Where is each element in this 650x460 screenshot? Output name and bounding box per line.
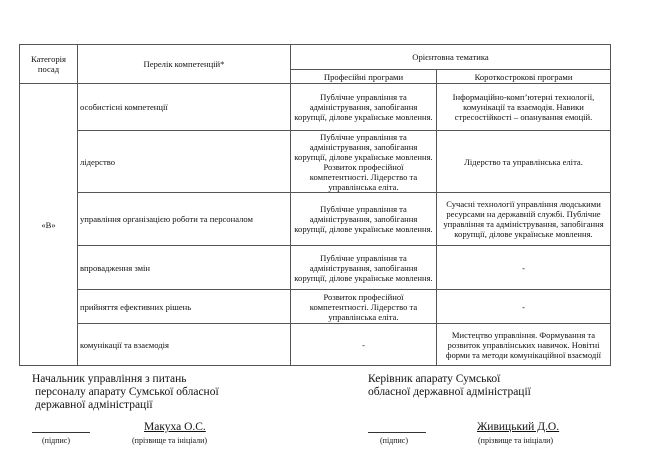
left-signature-line [32,432,90,433]
short-term-cell: - [437,246,611,290]
competency-cell: особистісні компетенції [78,84,291,131]
professional-cell: Публічне управління та адміністрування, запобігання корупції, ділове українське мовлення. [291,246,437,290]
professional-cell: Публічне управління та адміністрування, запобігання корупції, ділове українське мовлення. [291,193,437,246]
left-title-line3: державної адміністрації [35,399,153,411]
short-term-cell: Інформаційно-комп’ютерні технології, комунікації та взаємодія. Навики стресостійкості – опанування емоцій. [437,84,611,131]
header-short-term: Короткострокові програми [437,70,611,84]
competency-cell: лідерство [78,131,291,193]
header-topics: Орієнтовна тематика [291,45,611,70]
right-title-line2: обласної державної адміністрації [368,386,531,398]
professional-cell: - [291,324,437,366]
competency-cell: управління організацією роботи та персоналом [78,193,291,246]
right-signature-line [368,432,426,433]
right-signer-name: Живицький Д.О. [477,421,560,433]
short-term-cell: Сучасні технології управління людськими ресурсами на державній службі. Публічне управління та адміністрування, запобігання корупції, ділове українське мовлення. [437,193,611,246]
left-signer-title [32,373,219,412]
table-row [20,193,611,246]
short-term-cell: - [437,290,611,324]
header-professional: Професійні програми [291,70,437,84]
right-signature-caption: (підпис) [380,436,409,445]
left-title-line2: персоналу апарату Сумської обласної [35,386,219,398]
table-row [20,290,611,324]
left-signer-name: Макуха О.С. [144,421,206,433]
table-row [20,131,611,193]
professional-cell: Публічне управління та адміністрування, запобігання корупції, ділове українське мовлення. Розвиток професійної компетентності. Лідерство та управлінська еліта. [291,131,437,193]
competency-cell: комунікації та взаємодія [78,324,291,366]
header-row [20,45,611,70]
professional-cell: Публічне управління та адміністрування, запобігання корупції, ділове українське мовлення. [291,84,437,131]
left-signature-caption: (підпис) [42,436,71,445]
professional-cell: Розвиток професійної компетентності. Лідерство та управлінська еліта. [291,290,437,324]
right-name-caption: (прізвище та ініціали) [478,436,554,445]
table-row [20,84,611,131]
table-row [20,324,611,366]
category-cell: «В» [20,84,78,366]
header-competencies: Перелік компетенцій* [78,45,291,84]
header-category: Категорія посад [20,45,78,84]
right-title-line1: Керівник апарату Сумської [368,373,501,385]
table-row [20,246,611,290]
left-name-caption: (прізвище та ініціали) [132,436,208,445]
short-term-cell: Мистецтво управління. Формування та розвиток управлінських навичок. Новітні форми та методи комунікаційної взаємодії [437,324,611,366]
short-term-cell: Лідерство та управлінська еліта. [437,131,611,193]
competency-cell: впровадження змін [78,246,291,290]
left-title-line1: Начальник управління з питань [32,373,187,385]
right-signer-title [368,373,531,399]
competency-cell: прийняття ефективних рішень [78,290,291,324]
competency-table [19,44,611,366]
